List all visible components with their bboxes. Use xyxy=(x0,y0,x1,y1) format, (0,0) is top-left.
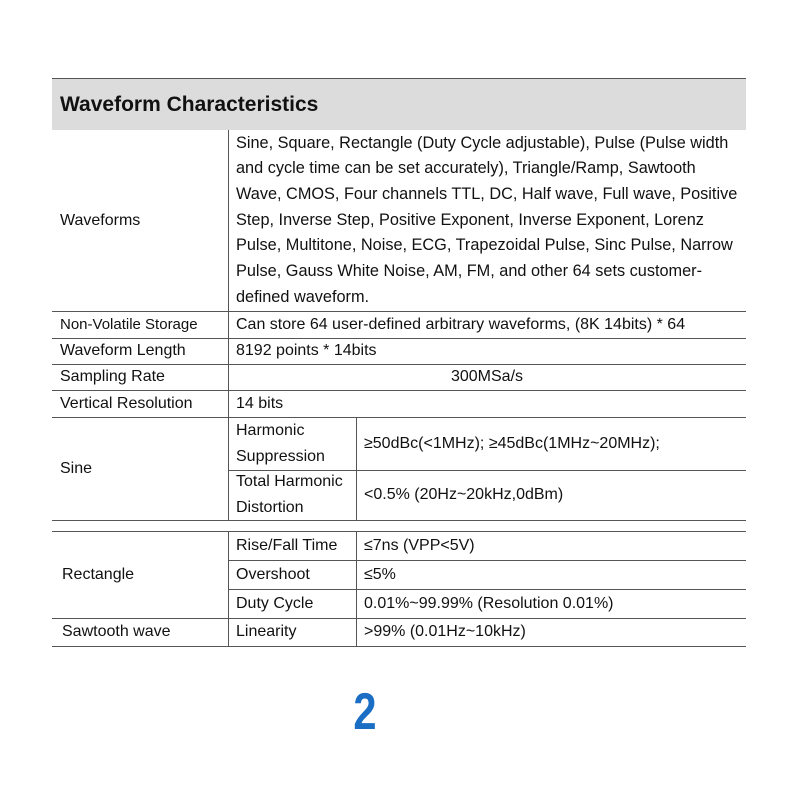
storage-value: Can store 64 user-defined arbitrary waveforms, (8K 14bits) * 64 xyxy=(236,315,686,333)
page-number: 2 xyxy=(353,683,377,741)
sawtooth-label: Sawtooth wave xyxy=(62,623,171,641)
harmonic-label: Harmonic Suppression xyxy=(236,421,325,465)
duty-label: Duty Cycle xyxy=(236,594,314,612)
divider xyxy=(52,520,746,521)
linearity-label: Linearity xyxy=(236,623,297,641)
harmonic-value: ≥50dBc(<1MHz); ≥45dBc(1MHz~20MHz); xyxy=(364,434,660,452)
length-label: Waveform Length xyxy=(60,342,186,360)
sampling-value: 300MSa/s xyxy=(450,368,524,386)
storage-label: Non-Volatile Storage xyxy=(60,315,198,333)
linearity-value: >99% (0.01Hz~10kHz) xyxy=(364,623,526,641)
sampling-label: Sampling Rate xyxy=(60,368,165,386)
waveforms-label: Waveforms xyxy=(60,211,141,229)
vres-label: Vertical Resolution xyxy=(60,394,193,412)
waveforms-value: Sine, Square, Rectangle (Duty Cycle adjustable), Pulse (Pulse width and cycle time can be set accurately), Triangle/Ramp, Sawtooth Wave, CMOS, Four channels TTL, DC, Half wave, Full wave, Positive Step, Inverse Step, Positive Exponent, Inverse Exponent, Lorenz Pulse, Multitone, Noise, ECG, Trapezoidal Pulse, Sinc Pulse, Narrow Pulse, Gauss White Noise, AM, FM, and other 64 sets customer-defined waveform. xyxy=(236,133,738,306)
thd-value: <0.5% (20Hz~20kHz,0dBm) xyxy=(364,486,564,504)
rise-label: Rise/Fall Time xyxy=(236,536,338,554)
rise-value: ≤7ns (VPP<5V) xyxy=(364,536,475,554)
thd-label: Total Harmonic Distortion xyxy=(236,473,343,516)
length-value: 8192 points * 14bits xyxy=(236,342,377,360)
sine-label: Sine xyxy=(60,459,93,477)
duty-value: 0.01%~99.99% (Resolution 0.01%) xyxy=(364,594,614,612)
rectangle-label: Rectangle xyxy=(62,565,135,583)
vres-value: 14 bits xyxy=(236,394,284,412)
overshoot-value: ≤5% xyxy=(364,565,396,583)
divider xyxy=(52,646,746,647)
overshoot-label: Overshoot xyxy=(236,565,310,583)
section-title: Waveform Characteristics xyxy=(52,78,746,130)
